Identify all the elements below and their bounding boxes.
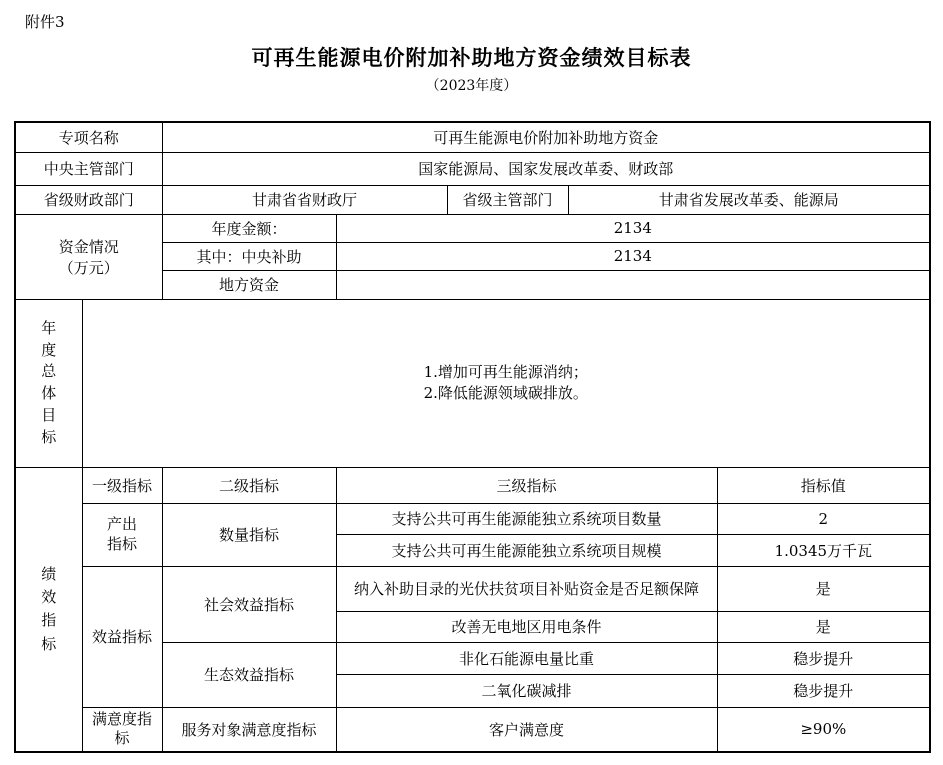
level2-service-satisfaction-indicator: 服务对象满意度指标 (162, 707, 336, 752)
provincial-dept-label: 省级主管部门 (447, 185, 568, 214)
indicator-value: 2 (717, 503, 930, 534)
funding-section-label-line1: 资金情况 (58, 237, 119, 256)
level1-output-indicator (82, 503, 162, 566)
annual-goal-line-2: 2.降低能源领域碳排放。 (423, 384, 588, 402)
indicator-name: 客户满意度 (336, 707, 717, 752)
page-title: 可再生能源电价附加补助地方资金绩效目标表 (251, 45, 692, 70)
annual-amount-value: 2134 (336, 214, 930, 242)
table-row (15, 503, 930, 534)
performance-vertical-text: 绩效指标 (41, 564, 57, 653)
level2-quantity-indicator: 数量指标 (162, 503, 336, 566)
annual-goal-content (82, 299, 930, 467)
annual-goal-line-1: 1.增加可再生能源消纳； (423, 363, 588, 381)
local-funds-label: 地方资金 (162, 270, 336, 299)
performance-target-table (14, 121, 931, 753)
indicator-name: 改善无电地区用电条件 (336, 611, 717, 642)
provincial-finance-label: 省级财政部门 (15, 185, 162, 214)
table-row (15, 566, 930, 611)
central-subsidy-value: 2134 (336, 242, 930, 270)
indicator-value: 是 (717, 566, 930, 611)
performance-section-label (15, 467, 82, 752)
level1-output-indicator-text: 产出指标 (106, 515, 137, 553)
central-subsidy-label: 其中：中央补助 (162, 242, 336, 270)
table-row (15, 122, 930, 152)
indicator-name: 支持公共可再生能源能独立系统项目数量 (336, 503, 717, 534)
indicator-value: 1.0345万千瓦 (717, 534, 930, 566)
provincial-finance-value: 甘肃省省财政厅 (162, 185, 447, 214)
indicator-name: 二氧化碳减排 (336, 674, 717, 707)
level2-eco-benefit-indicator: 生态效益指标 (162, 642, 336, 707)
annual-goal-vertical-text: 年度总体目标 (41, 318, 57, 446)
level1-satisfaction-indicator-text: 满意度指标 (91, 709, 152, 748)
header-level2: 二级指标 (162, 467, 336, 503)
table-row (15, 467, 930, 503)
indicator-name: 支持公共可再生能源能独立系统项目规模 (336, 534, 717, 566)
local-funds-value (336, 270, 930, 299)
funding-section-label (15, 214, 162, 299)
page-subtitle: （2023年度） (425, 78, 518, 94)
table-row (15, 707, 930, 752)
table-row (15, 185, 930, 214)
level1-benefit-indicator: 效益指标 (82, 566, 162, 707)
annual-goal-section-label (15, 299, 82, 467)
annual-amount-label: 年度金额： (162, 214, 336, 242)
project-name-label: 专项名称 (15, 122, 162, 152)
project-name-value: 可再生能源电价附加补助地方资金 (162, 122, 930, 152)
level1-satisfaction-indicator (82, 707, 162, 752)
attachment-label: 附件3 (25, 13, 65, 31)
provincial-dept-value: 甘肃省发展改革委、能源局 (568, 185, 930, 214)
central-dept-value: 国家能源局、国家发展改革委、财政部 (162, 152, 930, 185)
table-row (15, 152, 930, 185)
indicator-value: 稳步提升 (717, 642, 930, 674)
header-value: 指标值 (717, 467, 930, 503)
header-level3: 三级指标 (336, 467, 717, 503)
table-row (15, 299, 930, 467)
central-dept-label: 中央主管部门 (15, 152, 162, 185)
indicator-value: 稳步提升 (717, 674, 930, 707)
indicator-name: 纳入补助目录的光伏扶贫项目补贴资金是否足额保障 (336, 566, 717, 611)
funding-section-label-line2: （万元） (58, 258, 119, 277)
level2-social-benefit-indicator: 社会效益指标 (162, 566, 336, 642)
indicator-name: 非化石能源电量比重 (336, 642, 717, 674)
table-row (15, 214, 930, 242)
indicator-value: ≥90% (717, 707, 930, 752)
indicator-value: 是 (717, 611, 930, 642)
header-level1: 一级指标 (82, 467, 162, 503)
